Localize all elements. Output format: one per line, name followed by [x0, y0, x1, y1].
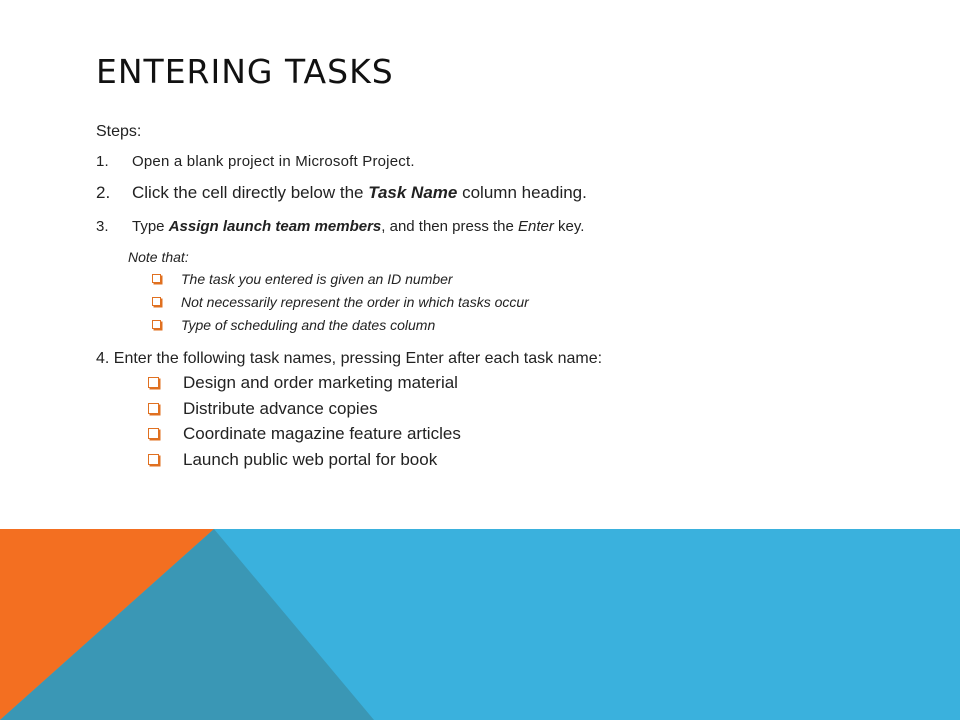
- slide-title: ENTERING TASKS: [96, 52, 394, 91]
- step-text: Open a blank project in Microsoft Project.: [132, 153, 415, 170]
- task-item: [148, 424, 461, 450]
- note-text: The task you entered is given an ID number: [181, 271, 453, 287]
- checkbox-bullet-icon: [152, 274, 161, 283]
- note-item: [152, 294, 529, 317]
- step-3: [96, 218, 584, 235]
- checkbox-bullet-icon: [148, 428, 159, 439]
- step-number: 2.: [96, 183, 111, 202]
- step-number: 1.: [96, 153, 109, 170]
- checkbox-bullet-icon: [148, 403, 159, 414]
- task-emphasis: Assign launch team members: [168, 218, 382, 235]
- note-label: Note that:: [128, 249, 189, 265]
- task-text: Distribute advance copies: [183, 398, 378, 418]
- steps-label: Steps:: [96, 123, 142, 140]
- step-number: 3.: [96, 218, 109, 235]
- note-item: [152, 271, 529, 294]
- step-text: column heading.: [457, 183, 587, 202]
- step-text: Click the cell directly below the: [132, 183, 369, 202]
- task-list: [148, 373, 461, 475]
- enter-key-emphasis: Enter: [518, 218, 554, 235]
- step-1: [96, 153, 415, 170]
- note-list: [152, 271, 529, 340]
- checkbox-bullet-icon: [148, 377, 159, 388]
- note-item: [152, 317, 529, 340]
- step-text: Type: [132, 218, 169, 235]
- step-2: [96, 183, 587, 203]
- task-text: Design and order marketing material: [183, 373, 458, 392]
- task-text: Launch public web portal for book: [183, 449, 438, 469]
- note-text: Type of scheduling and the dates column: [181, 317, 436, 333]
- checkbox-bullet-icon: [152, 297, 161, 306]
- step-text: key.: [553, 218, 585, 235]
- decorative-footer-band: [0, 529, 960, 720]
- checkbox-bullet-icon: [152, 320, 161, 329]
- step-4: 4. Enter the following task names, pressing Enter after each task name:: [96, 350, 603, 367]
- footer-shapes: [0, 529, 960, 720]
- checkbox-bullet-icon: [148, 454, 159, 465]
- note-text: Not necessarily represent the order in which tasks occur: [181, 294, 529, 310]
- task-item: [148, 373, 461, 399]
- task-item: [148, 450, 461, 476]
- step-text: , and then press the: [381, 218, 519, 235]
- task-name-emphasis: Task Name: [368, 183, 458, 202]
- task-text: Coordinate magazine feature articles: [183, 424, 461, 443]
- task-item: [148, 399, 461, 425]
